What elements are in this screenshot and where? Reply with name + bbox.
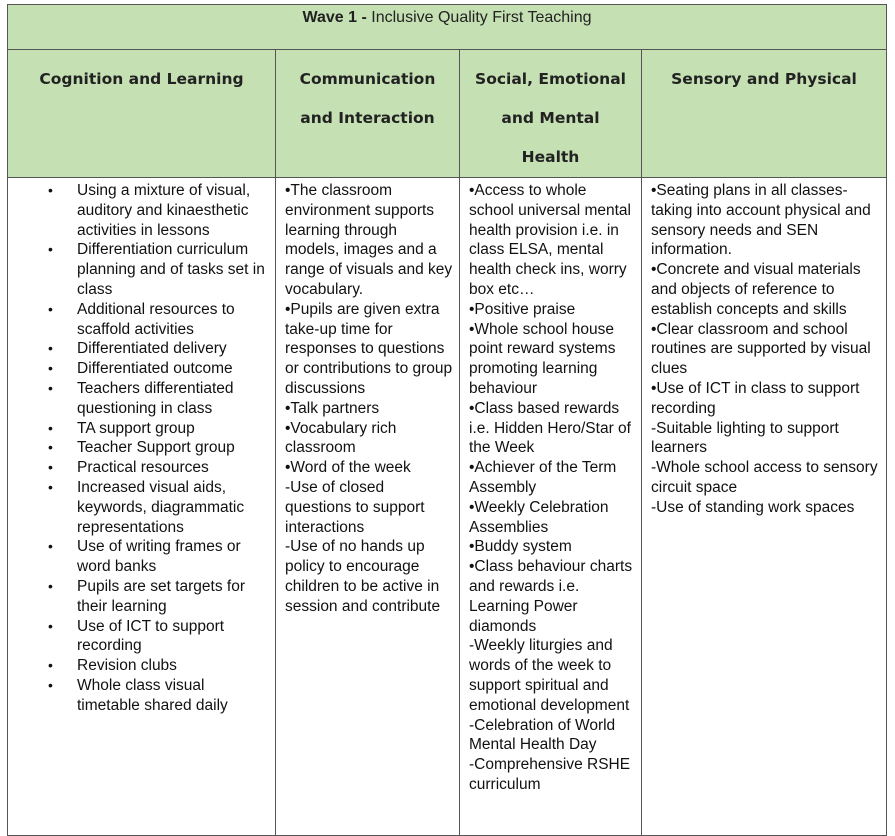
- content-row: [8, 178, 887, 836]
- list-item: • Additional resources to scaffold activities: [8, 300, 275, 340]
- communication-cell: [276, 178, 460, 836]
- list-item: •Access to whole school universal mental health provision i.e. in class ELSA, mental health check ins, worry box etc…: [469, 182, 631, 298]
- heading-sensory: Sensory and Physical: [642, 50, 887, 178]
- list-item: • Differentiation curriculum planning and of tasks set in class: [8, 240, 275, 299]
- cognition-cell: [8, 178, 276, 836]
- list-item: -Use of no hands up policy to encourage children to be active in session and contribute: [285, 538, 441, 615]
- list-item: •Word of the week: [285, 459, 411, 477]
- list-item: •Concrete and visual materials and objects of reference to establish concepts and skills: [651, 261, 861, 318]
- social-emotional-cell: [460, 178, 642, 836]
- provision-table: [7, 4, 887, 836]
- list-item: • Teachers differentiated questioning in class: [8, 379, 275, 419]
- title-bold: Wave 1 -: [302, 9, 367, 26]
- list-item: •Class based rewards i.e. Hidden Hero/Star of the Week: [469, 399, 631, 457]
- list-item: -Celebration of World Mental Health Day: [469, 716, 616, 754]
- list-item: -Use of standing work spaces: [651, 498, 855, 516]
- list-item: •Pupils are given extra take-up time for responses to questions or contributions to group discussions: [285, 300, 453, 397]
- list-item: -Comprehensive RSHE curriculum: [469, 756, 631, 793]
- header-row: [8, 50, 887, 178]
- list-item: • Increased visual aids, keywords, diagrammatic representations: [8, 478, 275, 537]
- provision-table-wrapper: [7, 4, 886, 836]
- list-item: -Suitable lighting to support learners: [651, 419, 839, 457]
- list-item: -Use of closed questions to support interactions: [285, 478, 425, 536]
- list-item: • Pupils are set targets for their learning: [8, 577, 275, 617]
- heading-cognition: Cognition and Learning: [8, 50, 276, 178]
- list-item: •Talk partners: [285, 399, 380, 417]
- list-item: • Differentiated delivery: [8, 339, 275, 359]
- heading-social-emotional: Social, Emotional and Mental Health: [460, 50, 642, 178]
- list-item: •Achiever of the Term Assembly: [469, 459, 617, 496]
- list-item: • Practical resources: [8, 458, 275, 478]
- list-item: •Whole school house point reward systems promoting learning behaviour: [469, 320, 616, 397]
- list-item: -Whole school access to sensory circuit space: [651, 459, 878, 496]
- list-item: • Revision clubs: [8, 656, 275, 676]
- list-item: -Weekly liturgies and words of the week to support spiritual and emotional development: [469, 637, 630, 714]
- list-item: •Clear classroom and school routines are supported by visual clues: [651, 320, 871, 378]
- list-item: • Whole class visual timetable shared daily: [8, 676, 275, 716]
- list-item: •Class behaviour charts and rewards i.e. Learning Power diamonds: [469, 558, 633, 635]
- cognition-list: [8, 181, 275, 716]
- list-item: •Seating plans in all classes- taking into account physical and sensory needs and SEN information.: [651, 182, 871, 259]
- list-item: • Differentiated outcome: [8, 359, 275, 379]
- list-item: • Use of writing frames or word banks: [8, 537, 275, 577]
- list-item: •Weekly Celebration Assemblies: [469, 498, 609, 536]
- list-item: •Use of ICT in class to support recording: [651, 379, 860, 417]
- list-item: •Buddy system: [469, 538, 572, 556]
- title-row: [8, 5, 887, 50]
- list-item: • Using a mixture of visual, auditory and kinaesthetic activities in lessons: [8, 181, 275, 240]
- table-title: [8, 5, 887, 50]
- list-item: •The classroom environment supports learning through models, images and a range of visuals and key vocabulary.: [285, 182, 453, 298]
- list-item: • Use of ICT to support recording: [8, 617, 275, 657]
- heading-communication: Communication and Interaction: [276, 50, 460, 178]
- list-item: •Positive praise: [469, 300, 576, 318]
- title-rest: Inclusive Quality First Teaching: [366, 9, 592, 26]
- list-item: • Teacher Support group: [8, 438, 275, 458]
- list-item: •Vocabulary rich classroom: [285, 419, 397, 457]
- sensory-cell: [642, 178, 887, 836]
- list-item: • TA support group: [8, 419, 275, 439]
